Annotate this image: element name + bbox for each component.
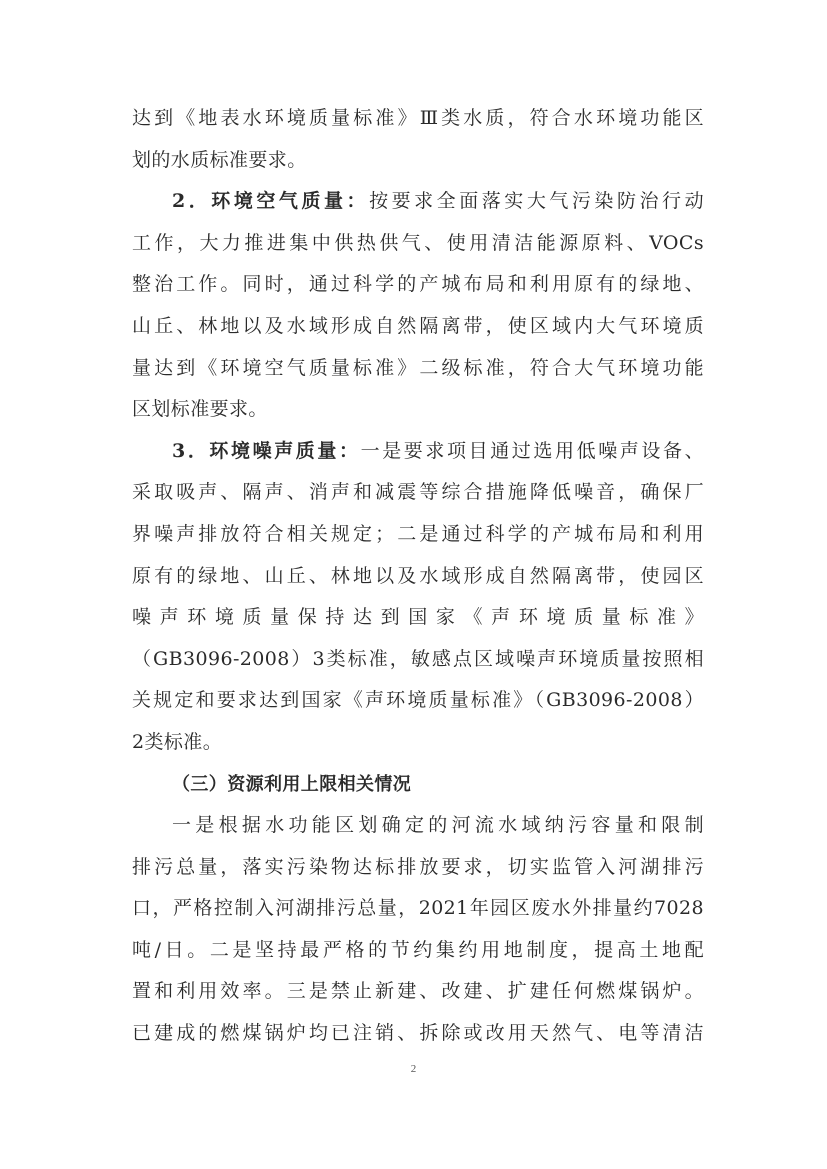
body-line: 置和利用效率。三是禁止新建、改建、扩建任何燃煤锅炉。 [132,980,704,1003]
body-line: 工作，大力推进集中供热供气、使用清洁能源原料、VOCs [132,231,704,254]
body-line: 吨/日。二是坚持最严格的节约集约用地制度，提高土地配 [132,938,704,961]
body-line: 达到《地表水环境质量标准》Ⅲ类水质，符合水环境功能区 [132,107,704,129]
body-line: 界噪声排放符合相关规定；二是通过科学的产城布局和利用 [132,522,704,545]
item-heading-air-quality: 2．环境空气质量： [172,190,370,213]
body-line: 口，严格控制入河湖排污总量，2021年园区废水外排量约7028 [132,897,704,920]
body-line: 划的水质标准要求。 [132,148,307,171]
body-line: 整治工作。同时，通过科学的产城布局和利用原有的绿地、 [132,273,704,296]
body-line: 区划标准要求。 [132,398,268,421]
body-line: 排污总量，落实污染物达标排放要求，切实监管入河湖排污 [132,855,704,878]
body-line: 按要求全面落实大气污染防治行动 [369,190,704,213]
body-line: 关规定和要求达到国家《声环境质量标准》（GB3096-2008） [132,689,704,712]
body-line: 山丘、林地以及水域形成自然隔离带，使区域内大气环境质 [132,314,704,337]
body-line: 采取吸声、隔声、消声和减震等综合措施降低噪音，确保厂 [132,481,704,504]
body-line: 噪声环境质量保持达到国家《声环境质量标准》 [132,606,704,629]
body-line: 原有的绿地、山丘、林地以及水域形成自然隔离带，使园区 [132,564,704,587]
body-line: 已建成的燃煤锅炉均已注销、拆除或改用天然气、电等清洁 [132,1022,704,1045]
item-heading-noise-quality: 3．环境噪声质量： [172,439,361,462]
body-line: 一是根据水功能区划确定的河流水域纳污容量和限制 [172,814,704,837]
body-line: （GB3096-2008）3类标准，敏感点区域噪声环境质量按照相 [132,647,704,670]
body-line: 一是要求项目通过选用低噪声设备、 [360,439,704,462]
page-number: 2 [410,1063,417,1075]
section-title: （三）资源利用上限相关情况 [172,773,412,795]
paragraph-first-line [132,181,704,223]
body-line: 2类标准。 [132,730,223,753]
paragraph-first-line [132,431,704,473]
document-body [132,98,704,1055]
body-line: 量达到《环境空气质量标准》二级标准，符合大气环境功能 [132,356,704,379]
